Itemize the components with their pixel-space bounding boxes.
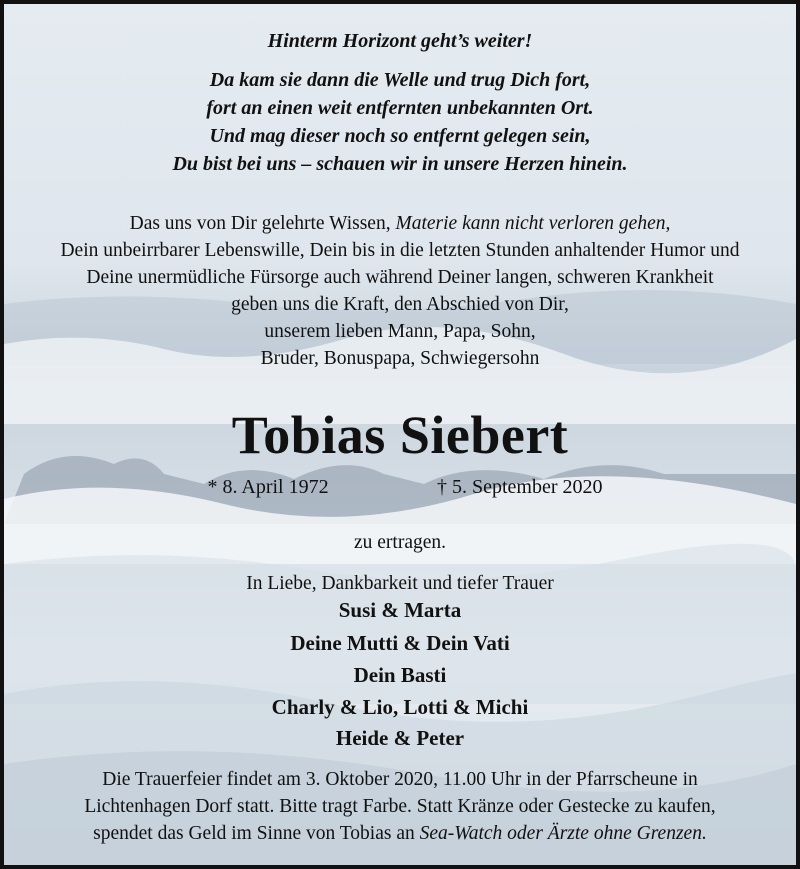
intro-line: Deine unermüdliche Fürsorge auch während Deiner langen, schweren Krankheit [86,267,714,288]
intro-line: geben uns die Kraft, den Abschied von Dir, [231,294,569,315]
mourner-name: Susi & Marta [338,598,462,622]
mourner-name: Dein Basti [353,663,447,687]
life-dates [4,476,796,499]
mourner-name: Deine Mutti & Dein Vati [290,631,510,655]
donation-organisations: Sea-Watch oder Ärzte ohne Grenzen. [419,823,707,844]
intro-italic: Materie kann nicht verloren gehen, [395,213,671,234]
mourning-line: In Liebe, Dankbarkeit und tiefer Trauer [246,573,554,594]
notice-content [4,4,796,865]
intro-plain: Das uns von Dir gelehrte Wissen, [129,213,396,234]
intro-line: Dein unbeirrbarer Lebenswille, Dein bis in die letzten Stunden anhaltender Humor und [60,240,740,261]
poem-line: Und mag dieser noch so entfernt gelegen sein, [209,125,591,147]
mourner-name: Charly & Lio, Lotti & Michi [271,695,529,719]
funeral-info-line [4,821,796,846]
poem-line: Da kam sie dann die Welle und trug Dich fort, [209,69,591,91]
poem-line: fort an einen weit entfernten unbekannten Ort. [206,97,594,119]
intro-line: Bruder, Bonuspapa, Schwiegersohn [260,348,540,369]
closing-line: zu ertragen. [353,532,447,553]
mourner-name: Heide & Peter [335,726,465,750]
motto: Hinterm Horizont geht’s weiter! [267,30,533,52]
deceased-name: Tobias Siebert [231,405,569,465]
birth-date: * 8. April 1972 [207,476,329,498]
funeral-info-line: Lichtenhagen Dorf statt. Bitte tragt Farbe. Statt Kränze oder Gestecke zu kaufen, [84,796,716,817]
intro-line [4,210,796,237]
poem-line: Du bist bei uns – schauen wir in unsere Herzen hinein. [172,153,628,175]
death-date: † 5. September 2020 [436,476,603,498]
intro-line: unserem lieben Mann, Papa, Sohn, [264,321,536,342]
funeral-info-line: Die Trauerfeier findet am 3. Oktober 2020, 11.00 Uhr in der Pfarrscheune in [102,769,698,790]
donation-plain: spendet das Geld im Sinne von Tobias an [93,823,420,844]
